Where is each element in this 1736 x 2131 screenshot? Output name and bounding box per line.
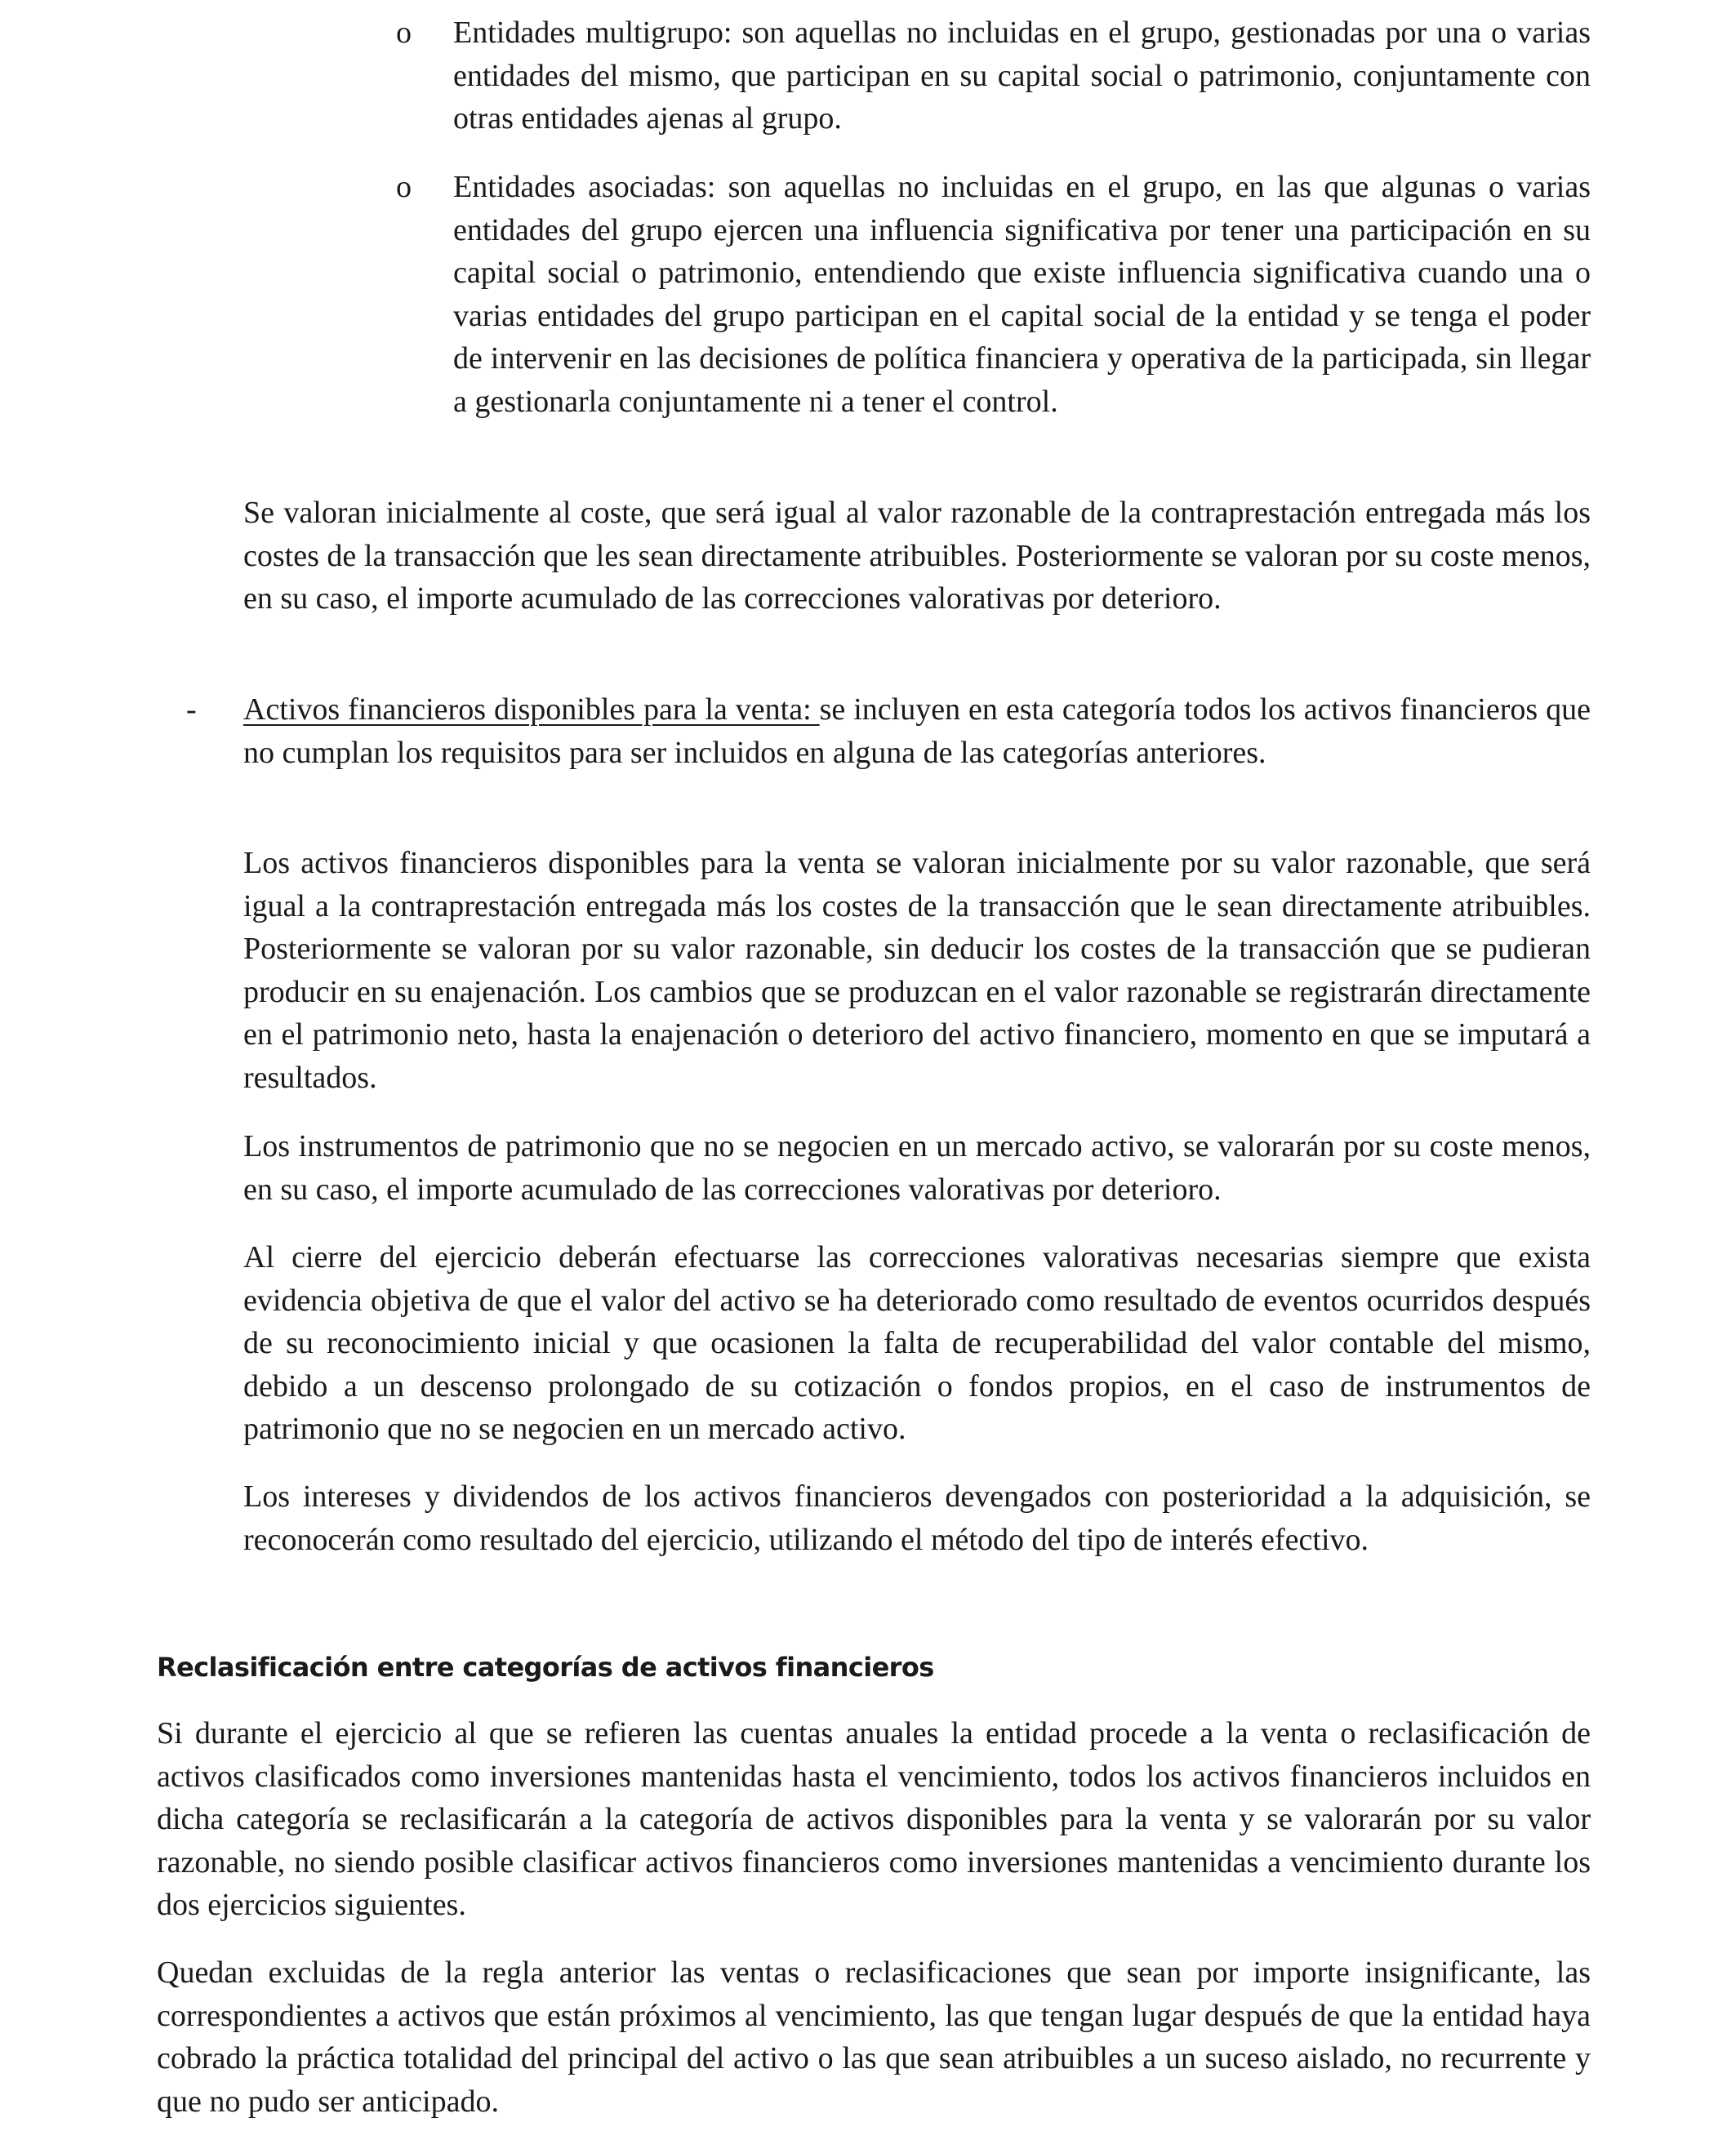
available-for-sale-title: Activos financieros disponibles para la venta: (243, 692, 820, 727)
available-for-sale-text: se incluyen en esta categoría todos los activos financieros que no cumplan los requisitos para ser incluidos en alguna de las categorías anteriores. (243, 692, 1591, 770)
list-bullet-marker: o (396, 16, 412, 50)
list-dash-marker: - (186, 692, 197, 727)
available-for-sale-paragraph: Los activos financieros disponibles para la venta se valoran inicialmente por su valor razonable, que será igual a la contraprestación entregada más los costes de la transacción que le sean directamente atribuibles. Posteriormente se valoran por su valor razonable, sin deducir los costes de la transacción que se pudieran producir en su enajenación. Los cambios que se produzcan en el valor razonable se registrarán directamente en el patrimonio neto, hasta la enajenación o deterioro del activo financiero, momento en que se imputará a resultados. (243, 846, 1591, 1095)
available-for-sale-item (243, 688, 1591, 774)
entidades-multigrupo-item: Entidades multigrupo: son aquellas no incluidas en el grupo, gestionadas por una o varias entidades del mismo, que participan en su capital social o patrimonio, conjuntamente con otras entidades ajenas al grupo. (453, 16, 1591, 136)
valuation-paragraph: Se valoran inicialmente al coste, que será igual al valor razonable de la contraprestación entregada más los costes de la transacción que les sean directamente atribuibles. Posteriormente se valoran por su coste menos, en su caso, el importe acumulado de las correcciones valorativas por deterioro. (243, 496, 1591, 616)
available-for-sale-paragraph: Los intereses y dividendos de los activos financieros devengados con posterioridad a la adquisición, se reconocerán como resultado del ejercicio, utilizando el método del tipo de interés efectivo. (243, 1479, 1591, 1557)
section-paragraph: Quedan excluidas de la regla anterior las ventas o reclasificaciones que sean por importe insignificante, las correspondientes a activos que están próximos al vencimiento, las que tengan lugar después de que la entidad haya cobrado la práctica totalidad del principal del activo o las que sean atribuibles a un suceso aislado, no recurrente y que no pudo ser anticipado. (157, 1955, 1591, 2119)
list-bullet-marker: o (396, 170, 412, 204)
available-for-sale-paragraph: Los instrumentos de patrimonio que no se negocien en un mercado activo, se valorarán por su coste menos, en su caso, el importe acumulado de las correcciones valorativas por deterioro. (243, 1129, 1591, 1207)
entidades-asociadas-item: Entidades asociadas: son aquellas no incluidas en el grupo, en las que algunas o varias entidades del grupo ejercen una influencia significativa por tener una participación en su capital social o patrimonio, entendiendo que existe influencia significativa cuando una o varias entidades del grupo participan en el capital social de la entidad y se tenga el poder de intervenir en las decisiones de política financiera y operativa de la participada, sin llegar a gestionarla conjuntamente ni a tener el control. (453, 170, 1591, 419)
section-heading: Reclasificación entre categorías de activos financieros (157, 1652, 934, 1683)
section-paragraph: Si durante el ejercicio al que se refieren las cuentas anuales la entidad procede a la venta o reclasificación de activos clasificados como inversiones mantenidas hasta el vencimiento, todos los activos financieros incluidos en dicha categoría se reclasificarán a la categoría de activos disponibles para la venta y se valorarán por su valor razonable, no siendo posible clasificar activos financieros como inversiones mantenidas a vencimiento durante los dos ejercicios siguientes. (157, 1716, 1591, 1922)
available-for-sale-paragraph: Al cierre del ejercicio deberán efectuarse las correcciones valorativas necesarias siempre que exista evidencia objetiva de que el valor del activo se ha deteriorado como resultado de eventos ocurridos después de su reconocimiento inicial y que ocasionen la falta de recuperabilidad del valor contable del mismo, debido a un descenso prolongado de su cotización o fondos propios, en el caso de instrumentos de patrimonio que no se negocien en un mercado activo. (243, 1240, 1591, 1446)
